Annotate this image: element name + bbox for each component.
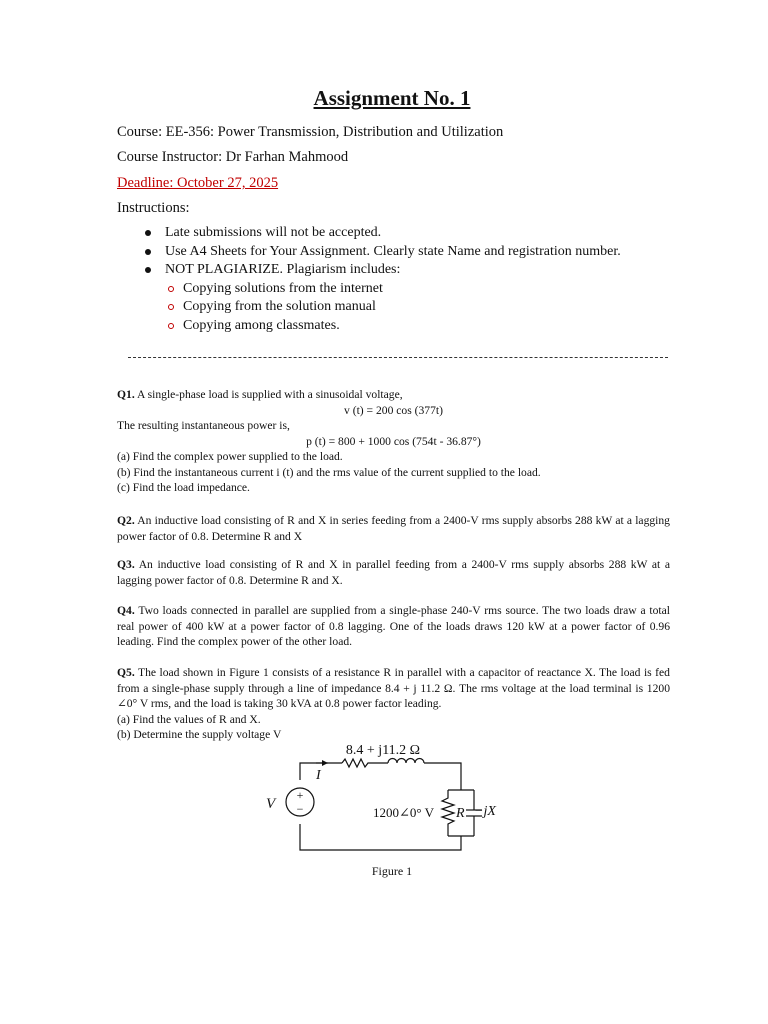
question-label: Q5. [117, 666, 135, 679]
line-impedance-label: 8.4 + j11.2 Ω [345, 743, 421, 758]
question-3 [117, 557, 670, 588]
deadline-line: Deadline: October 27, 2025 [117, 175, 279, 191]
instructions-list [117, 224, 621, 336]
question-part: (a) Find the values of R and X. [117, 712, 261, 726]
question-text: The load shown in Figure 1 consists of a resistance R in parallel with a capacitor of reactance X. The load is fed from a single-phase supply through a line of impedance 8.4 + j 11.2 Ω. The rms voltage at the load terminal is 1200 ∠0° V rms, and the load is taking 30 kVA at 0.8 power factor leading. [117, 666, 670, 710]
section-divider [128, 357, 668, 358]
question-label: Q3. [117, 558, 135, 571]
wire-top-right [424, 763, 461, 790]
question-text: An inductive load consisting of R and X in series feeding from a 2400-V rms supply absorbs 288 kW at a lagging power factor of 0.8. Determine R and X [117, 514, 670, 543]
question-text: Two loads connected in parallel are supplied from a single-phase 240-V rms source. The two loads draw a total real power of 400 kW at a power factor of 0.8 lagging. One of the loads draws 120 kW at a power factor of 0.96 leading. Find the complex power of the other load. [117, 604, 670, 648]
wire-bottom [300, 824, 461, 850]
course-line: Course: EE-356: Power Transmission, Distribution and Utilization [117, 124, 504, 140]
question-text: The resulting instantaneous power is, [117, 419, 290, 432]
question-2 [117, 513, 670, 544]
plagiarism-item: Copying among classmates. [117, 317, 621, 336]
current-label: I [316, 768, 321, 783]
current-arrowhead [322, 760, 328, 766]
question-label: Q2. [117, 514, 135, 527]
question-5 [117, 665, 670, 743]
question-1 [117, 387, 670, 496]
line-resistor [342, 759, 388, 767]
circuit-figure [258, 738, 498, 858]
power-equation: p (t) = 800 + 1000 cos (754t - 36.87°) [306, 434, 481, 448]
question-part: (b) Find the instantaneous current i (t) and the rms value of the current supplied to the load. [117, 465, 541, 479]
question-text: A single-phase load is supplied with a sinusoidal voltage, [136, 388, 403, 401]
load-resistor [442, 790, 454, 836]
instructions-label: Instructions: [117, 200, 190, 216]
resistor-label: R [456, 806, 465, 821]
question-part: (b) Determine the supply voltage V [117, 728, 282, 741]
instructor-line: Course Instructor: Dr Farhan Mahmood [117, 149, 349, 165]
question-label: Q4. [117, 604, 135, 617]
instruction-item: Use A4 Sheets for Your Assignment. Clearly state Name and registration number. [117, 243, 621, 262]
page-title: Assignment No. 1 [313, 86, 471, 110]
load-voltage-label: 1200∠0° V [373, 805, 434, 820]
wire-top-left [300, 763, 342, 780]
question-text: An inductive load consisting of R and X in parallel feeding from a 2400-V rms supply absorbs 288 kW at a lagging power factor of 0.8. Determine R and X. [117, 558, 670, 587]
question-4 [117, 603, 670, 650]
source-plus: + [296, 788, 304, 802]
voltage-equation: v (t) = 200 cos (377t) [344, 403, 443, 417]
plagiarism-item: Copying solutions from the internet [117, 280, 621, 299]
figure-caption: Figure 1 [371, 864, 413, 878]
line-inductor [388, 759, 424, 764]
plagiarism-item: Copying from the solution manual [117, 298, 621, 317]
question-part: (c) Find the load impedance. [117, 481, 250, 494]
source-minus: − [296, 802, 304, 816]
instruction-item: NOT PLAGIARIZE. Plagiarism includes: [117, 261, 621, 280]
capacitor-label: −jX [474, 804, 496, 819]
question-part: (a) Find the complex power supplied to the load. [117, 450, 343, 463]
question-label: Q1. [117, 388, 135, 401]
source-label: V [266, 796, 276, 812]
instruction-item: Late submissions will not be accepted. [117, 224, 621, 243]
